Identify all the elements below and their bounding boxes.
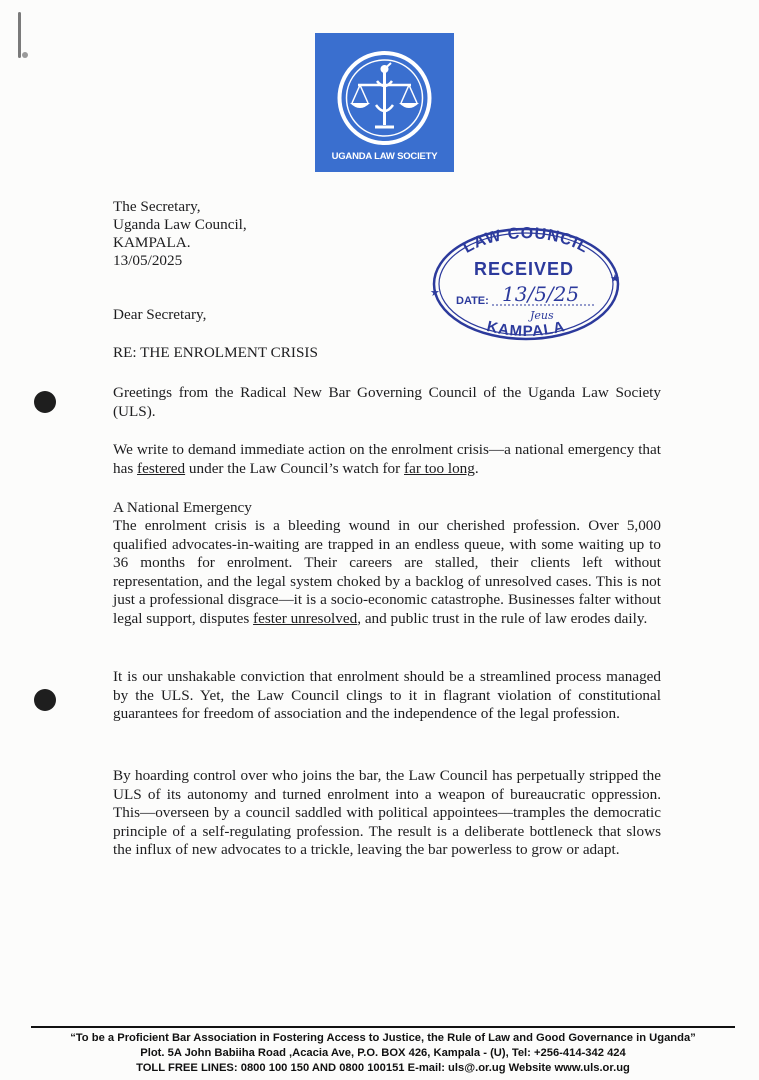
text-run: We write to demand immediate action on the enrolment crisis—a national emergency that has	[113, 441, 661, 477]
address-line: Uganda Law Council,	[113, 216, 247, 233]
address-line: KAMPALA.	[113, 234, 191, 251]
letter-date: 13/05/2025	[113, 252, 183, 269]
recipient-address	[113, 198, 247, 270]
footer-contacts: TOLL FREE LINES: 0800 100 150 AND 0800 100151 E-mail: uls@.or.ug Website www.uls.or.ug	[136, 1062, 630, 1074]
underlined-text: festered	[137, 459, 186, 477]
stamp-top-text: LAW COUNCIL	[460, 225, 592, 257]
received-stamp	[420, 222, 632, 346]
section-heading: A National Emergency	[113, 499, 252, 516]
star-icon: ★	[610, 273, 620, 285]
svg-text:KAMPALA	[485, 318, 567, 340]
stamp-date-label: DATE:	[456, 295, 489, 307]
text-run: .	[474, 459, 479, 477]
footer-address: Plot. 5A John Babiiha Road ,Acacia Ave, P.O. BOX 426, Kampala - (U), Tel: +256-414-342 424	[140, 1047, 626, 1059]
footer-motto: “To be a Proficient Bar Association in Fostering Access to Justice, the Rule of Law and Good Governance in Uganda”	[70, 1032, 696, 1044]
underlined-text: far too long	[404, 459, 475, 477]
stamp-date-value: 13/5/25	[502, 282, 580, 306]
star-icon: ★	[430, 287, 440, 299]
svg-text:LAW COUNCIL	[460, 225, 591, 257]
paragraph-greeting: Greetings from the Radical New Bar Governing Council of the Uganda Law Society (ULS).	[113, 384, 661, 420]
uls-logo	[315, 33, 454, 172]
scan-mark	[18, 12, 21, 58]
text-run: The enrolment crisis is a bleeding wound in our cherished profession. Over 5,000 qualified advocates-in-waiting are trapped in an endless queue, with some waiting up to 36 months for enrolment. Their careers are stalled, their clients left without representation, and the legal system choked by a backlog of unresolved cases. This is not just a professional disgrace—it is a socio-economic catastrophe. Businesses falter without legal support, disputes	[113, 517, 661, 627]
logo-caption: UGANDA LAW SOCIETY	[331, 151, 438, 162]
punch-hole	[34, 689, 56, 711]
paragraph-demand	[113, 441, 661, 478]
paragraph-emergency	[113, 517, 661, 628]
punch-hole	[34, 391, 56, 413]
stamp-received-text: RECEIVED	[473, 259, 575, 279]
subject-line: RE: THE ENROLMENT CRISIS	[113, 344, 318, 361]
underlined-text: fester unresolved	[253, 609, 358, 627]
footer-rule	[31, 1026, 735, 1028]
scan-mark-dot	[22, 52, 28, 58]
text-run: under the Law Council’s watch for	[185, 459, 405, 477]
paragraph-control: By hoarding control over who joins the bar, the Law Council has perpetually stripped the ULS of its autonomy and turned enrolment into a weapon of bureaucratic oppression. This—overseen by a council saddled with political appointees—tramples the democratic principle of a self-regulating profession. The result is a deliberate bottleneck that slows the influx of new advocates to a trickle, leaving the bar powerless to grow or adapt.	[113, 767, 661, 858]
salutation: Dear Secretary,	[113, 306, 207, 323]
text-run: , and public trust in the rule of law erodes daily.	[357, 609, 648, 627]
address-line: The Secretary,	[113, 198, 201, 215]
stamp-initials: Jeus	[530, 309, 554, 322]
paragraph-conviction: It is our unshakable conviction that enrolment should be a streamlined process managed by the ULS. Yet, the Law Council clings to it in flagrant violation of constitutional guarantees for freedom of association and the independence of the legal profession.	[113, 668, 661, 722]
stamp-bottom-text: KAMPALA	[485, 317, 567, 341]
